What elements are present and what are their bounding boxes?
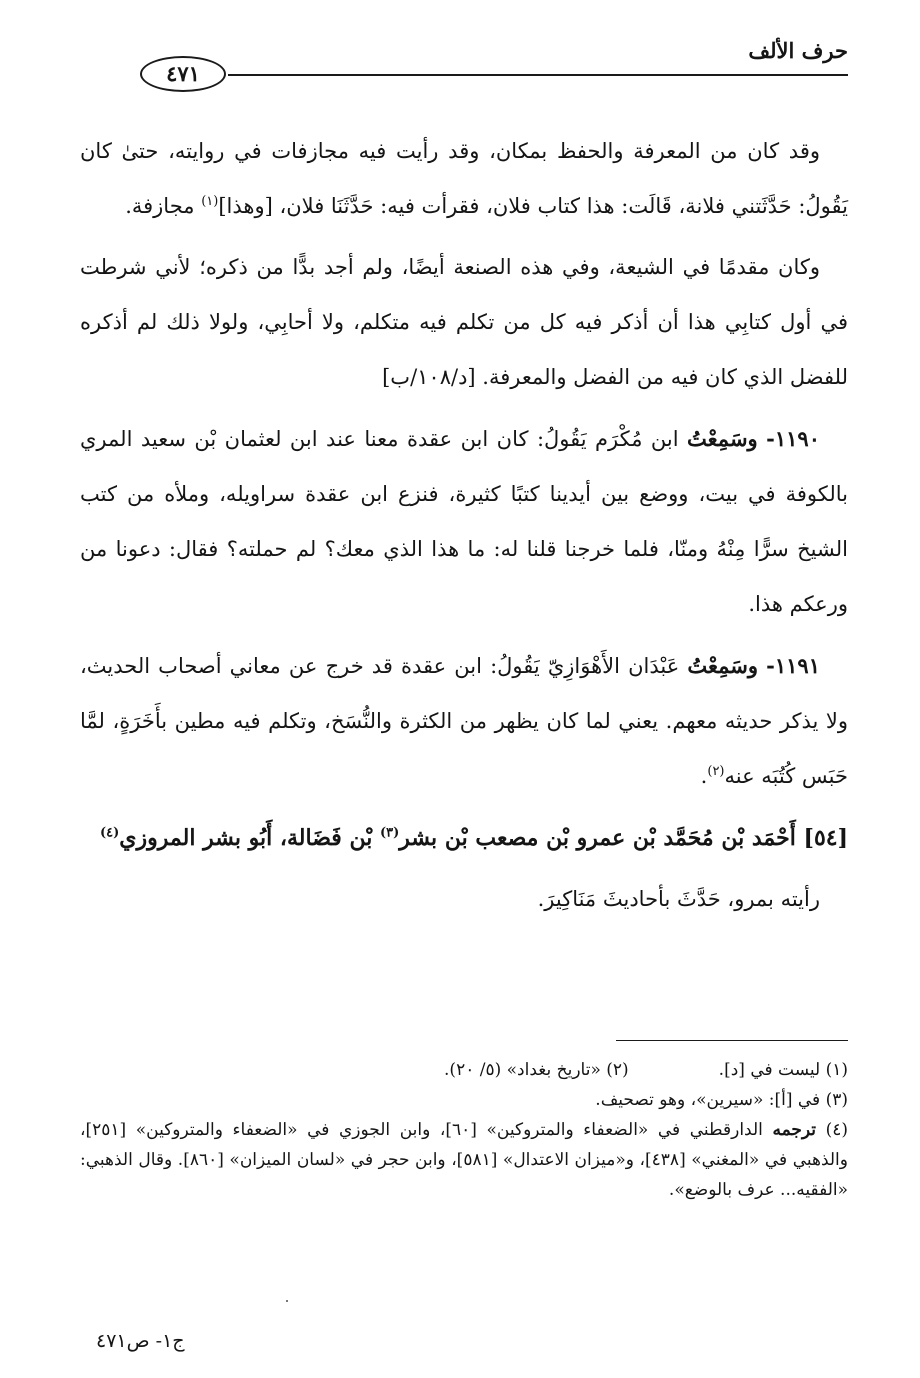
paragraph-1-end: مجازفة.	[125, 194, 202, 218]
paragraph-1	[80, 124, 848, 234]
footnote-divider	[616, 1040, 848, 1041]
narration-keyword: وسَمِعْتُ	[687, 653, 759, 678]
footnotes	[80, 1055, 848, 1205]
narration-keyword: وسَمِعْتُ	[687, 426, 758, 451]
footnote-4-text: الدارقطني في «الضعفاء والمتروكين» [٦٠]، وابن الجوزي في «الضعفاء والمتروكين» [٢٥١]، والذهبي في «المغني» [٤٣٨]، و«ميزان الاعتدال» [٥٨١]، وابن حجر في «لسان الميزان» [٨٦٠]. وقال الذهبي: «الفقيه... عرف بالوضع».	[80, 1120, 848, 1200]
entry-1191-end: .	[700, 764, 708, 788]
biography-heading-part-b: بْن فَضَالة، أَبُو بشر المروزي	[119, 825, 380, 851]
paragraph-last	[80, 872, 848, 927]
footnote-4	[80, 1115, 848, 1205]
entry-1190	[80, 411, 848, 632]
entry-1191	[80, 638, 848, 804]
footnote-ref-1: (١)	[201, 194, 219, 209]
footnote-2: (٢) «تاريخ بغداد» (٥/ ٢٠).	[444, 1060, 629, 1080]
chapter-title: حرف الألف	[748, 38, 848, 63]
entry-1190-text: ابن مُكْرَم يَقُولُ: كان ابن عقدة معنا عند ابن لعثمان بْن سعيد المري بالكوفة في بيت، ووضع بين أيدينا كتبًا كثيرة، فنزع ابن عقدة سراويله، وملأه من كتب الشيخ سرًّا مِنْهُ ومنّا، فلما خرجنا قلنا له: ما هذا الذي معك؟ لم حملته؟ فقال: دعونا من ورعكم هذا.	[80, 427, 848, 616]
volume-page-reference: ج١- ص٤٧١	[96, 1330, 185, 1352]
footnote-4-keyword: ترجمه	[772, 1120, 817, 1140]
paragraph-2	[80, 240, 848, 405]
header-rule	[228, 74, 848, 76]
footnote-ref-2: (٢)	[707, 764, 725, 779]
biography-heading-54	[80, 810, 848, 866]
footnote-ref-3: (٣)	[380, 825, 400, 841]
footnote-1: (١) ليست في [د].	[718, 1060, 848, 1080]
paragraph-2-text: وكان مقدمًا في الشيعة، وفي هذه الصنعة أيضًا، ولم أجد بدًّا من ذكره؛ لأني شرطت في أول كتابِي هذا أن أذكر فيه كل من تكلم فيه متكلم، ولا أحابِي، ولولا ذلك لم أذكره للفضل الذي كان فيه من الفضل والمعرفة. [د/١٠٨/ب]	[80, 255, 848, 389]
footnote-4-label: (٤)	[816, 1120, 848, 1140]
biography-heading-part-a: [٥٤] أَحْمَد بْن مُحَمَّد بْن عمرو بْن مصعب بْن بشر	[399, 825, 848, 851]
main-text	[80, 124, 848, 933]
paragraph-last-text: رأيته بمرو، حَدَّثَ بأحاديثَ مَنَاكِيرَ.	[537, 887, 820, 911]
entry-number-1190: ١١٩٠-	[766, 426, 820, 451]
page-number: ٤٧١	[140, 56, 226, 92]
print-speck	[286, 1300, 288, 1302]
entry-1191-text: عَبْدَان الأَهْوَازِيّ يَقُولُ: ابن عقدة قد خرج عن معاني أصحاب الحديث، ولا يذكر حديثه معهم. يعني لما كان يظهر من الكثرة والنُّسَخ، وتكلم فيه مطين بأَخَرَةٍ، لمَّا حَبَس كُتُبَه عنه	[80, 654, 848, 788]
footnote-ref-4: (٤)	[100, 825, 120, 841]
paragraph-1-text: وقد كان من المعرفة والحفظ بمكان، وقد رأيت فيه مجازفات في روايته، حتىٰ كان يَقُولُ: حَدَّثَتني فلانة، قَالَت: هذا كتاب فلان، فقرأت فيه: حَدَّثَنَا فلان، [وهذا]	[80, 139, 848, 218]
footnote-row-1	[80, 1055, 848, 1085]
footnote-3: (٣) في [أ]: «سيرين»، وهو تصحيف.	[595, 1090, 848, 1110]
entry-number-1191: ١١٩١-	[766, 653, 820, 678]
